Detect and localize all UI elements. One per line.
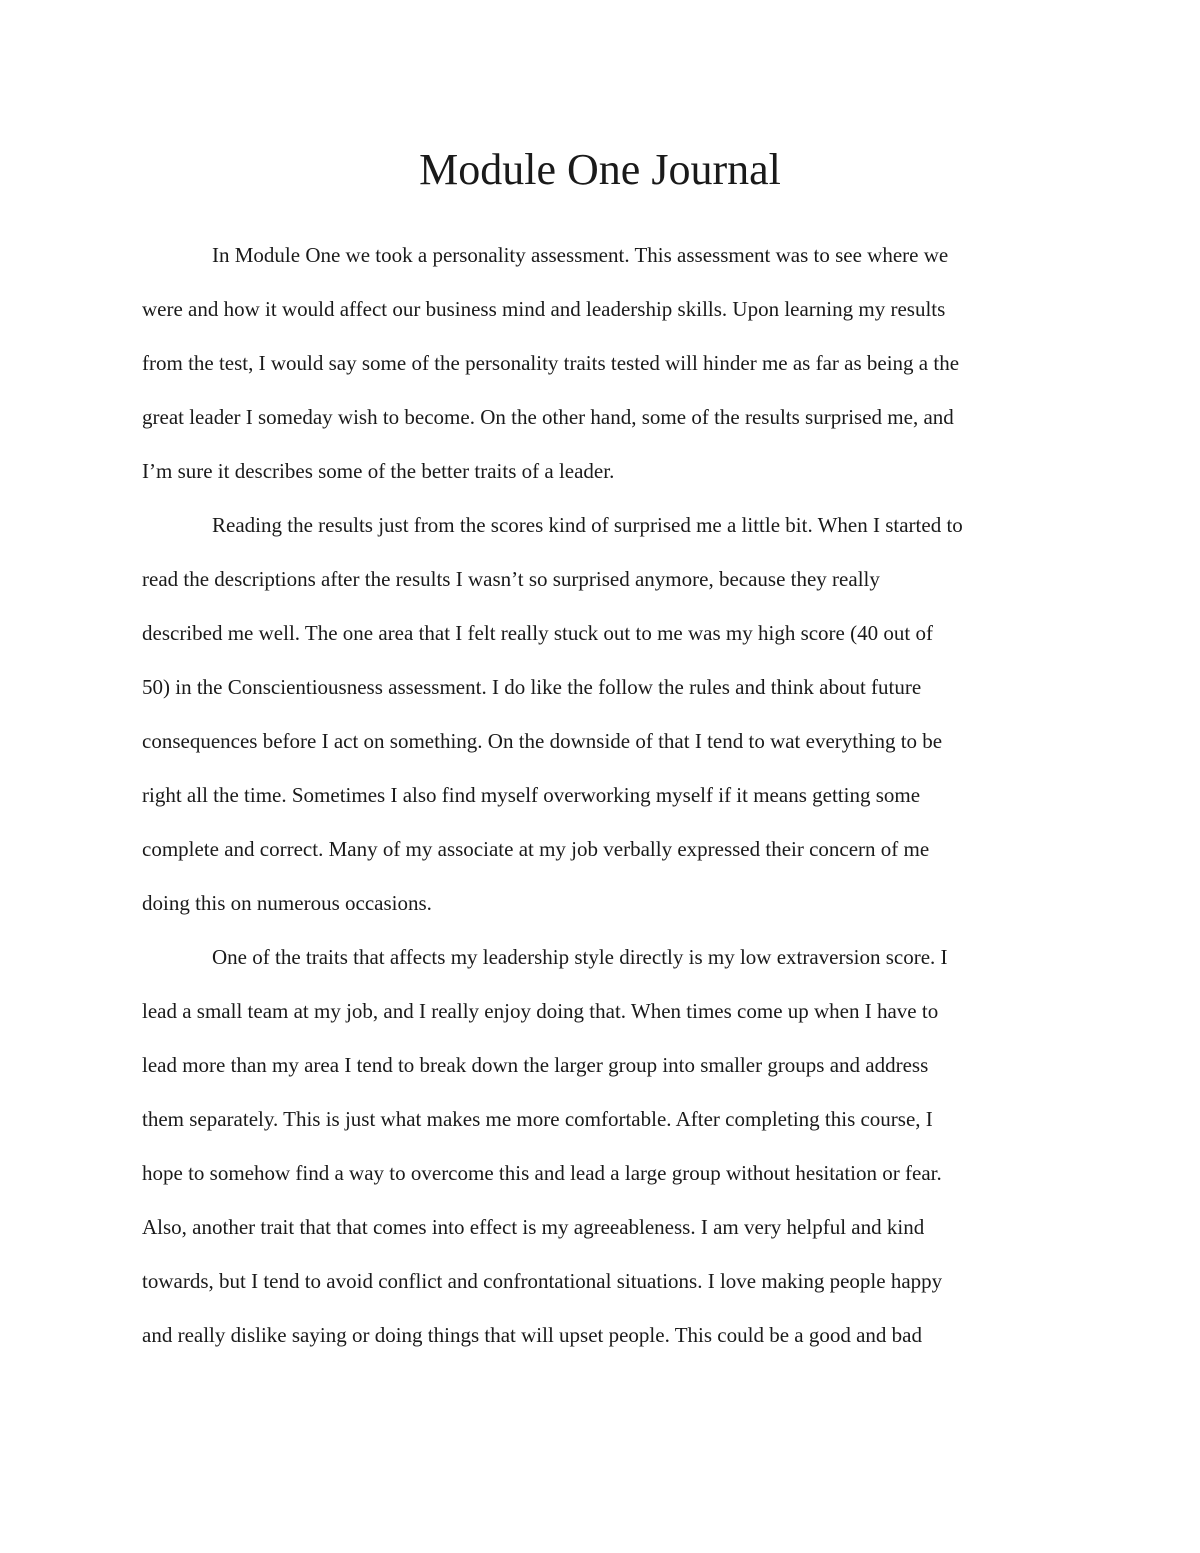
document-body bbox=[142, 228, 1062, 1362]
text-line: were and how it would affect our business mind and leadership skills. Upon learning my results bbox=[142, 297, 946, 321]
text-line: complete and correct. Many of my associate at my job verbally expressed their concern of me bbox=[142, 837, 930, 861]
text-line: 50) in the Conscientiousness assessment. I do like the follow the rules and think about future bbox=[142, 675, 922, 699]
text-line: them separately. This is just what makes me more comfortable. After completing this course, I bbox=[142, 1107, 933, 1131]
paragraph-2 bbox=[142, 498, 1062, 930]
text-line: and really dislike saying or doing things that will upset people. This could be a good and bad bbox=[142, 1323, 922, 1347]
document-title: Module One Journal bbox=[419, 145, 781, 194]
text-line: Reading the results just from the scores kind of surprised me a little bit. When I started to bbox=[212, 513, 963, 537]
paragraph-1 bbox=[142, 228, 1062, 498]
text-line: hope to somehow find a way to overcome this and lead a large group without hesitation or fear. bbox=[142, 1161, 942, 1185]
text-line: One of the traits that affects my leadership style directly is my low extraversion score. I bbox=[212, 945, 948, 969]
text-line: right all the time. Sometimes I also find myself overworking myself if it means getting some bbox=[142, 783, 921, 807]
text-line: described me well. The one area that I felt really stuck out to me was my high score (40 out of bbox=[142, 621, 933, 645]
text-line: towards, but I tend to avoid conflict and confrontational situations. I love making people happy bbox=[142, 1269, 943, 1293]
text-line: doing this on numerous occasions. bbox=[142, 891, 432, 915]
text-line: Also, another trait that that comes into effect is my agreeableness. I am very helpful and kind bbox=[142, 1215, 925, 1239]
text-line: consequences before I act on something. On the downside of that I tend to wat everything to be bbox=[142, 729, 943, 753]
text-line: read the descriptions after the results I wasn’t so surprised anymore, because they really bbox=[142, 567, 880, 591]
text-line: great leader I someday wish to become. On the other hand, some of the results surprised me, and bbox=[142, 405, 954, 429]
paragraph-3 bbox=[142, 930, 1062, 1362]
text-line: In Module One we took a personality assessment. This assessment was to see where we bbox=[212, 243, 949, 267]
text-line: lead a small team at my job, and I really enjoy doing that. When times come up when I have to bbox=[142, 999, 939, 1023]
text-line: I’m sure it describes some of the better traits of a leader. bbox=[142, 459, 615, 483]
text-line: from the test, I would say some of the personality traits tested will hinder me as far as being a the bbox=[142, 351, 960, 375]
text-line: lead more than my area I tend to break down the larger group into smaller groups and address bbox=[142, 1053, 929, 1077]
